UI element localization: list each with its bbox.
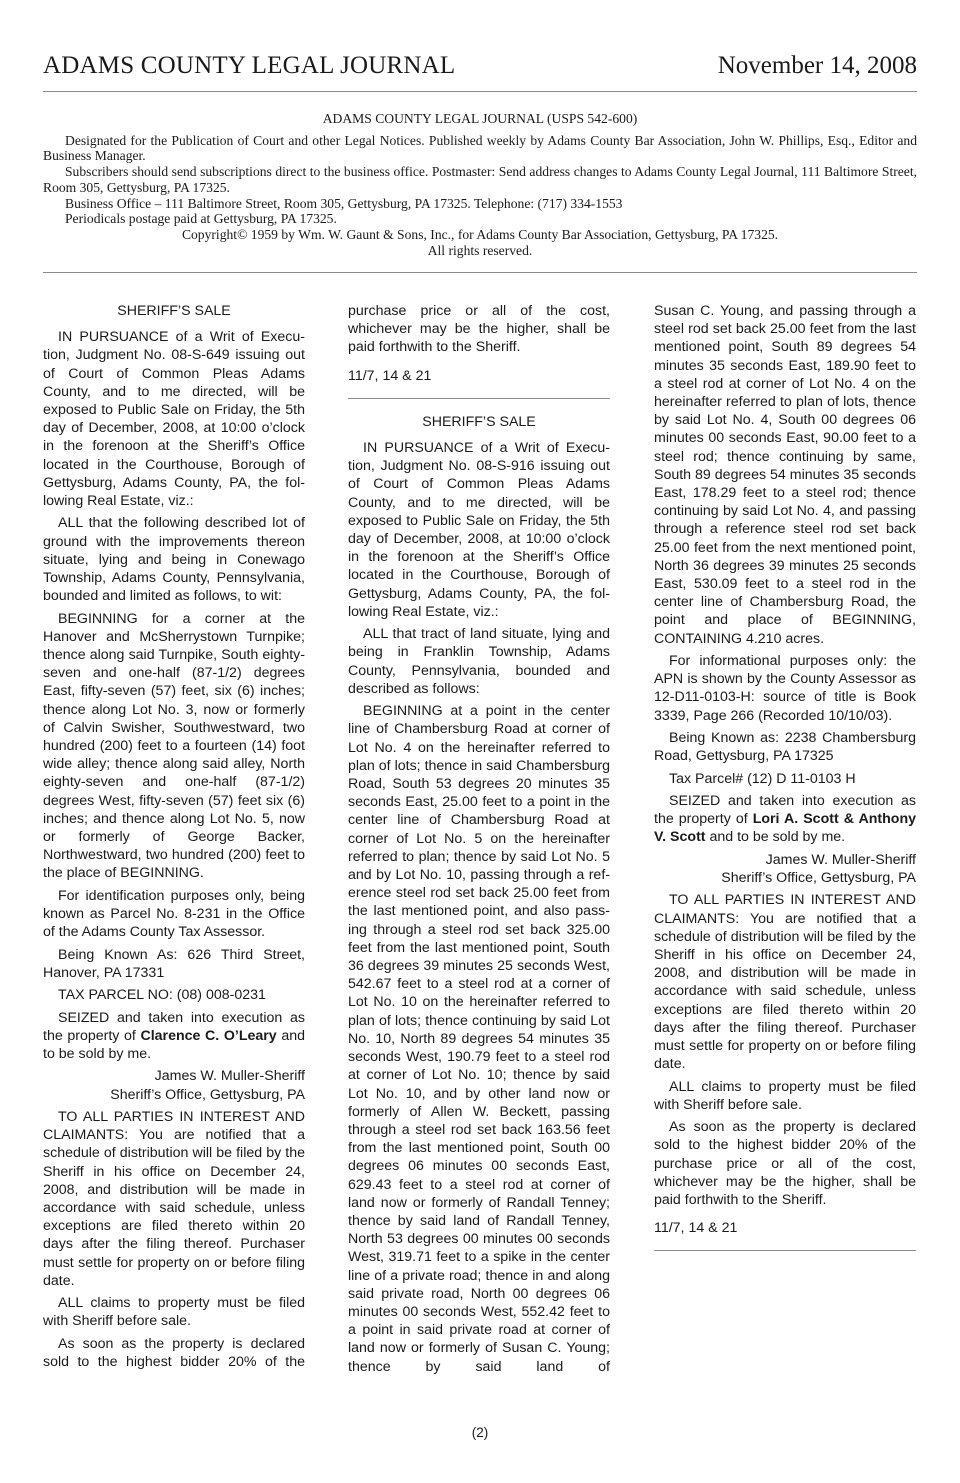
masthead-rights: All rights reserved.	[427, 242, 533, 258]
sale-seized	[654, 792, 916, 847]
column-1	[43, 302, 305, 1375]
seized-text-end: and to be sold by me.	[705, 829, 846, 846]
sale-identification: For identification purposes only, being known as Parcel No. 8-231 in the Office of the Adams County Tax Assessor.	[43, 887, 305, 941]
masthead-copyright: Copyright© 1959 by Wm. W. Gaunt & Sons, Inc., for Adams County Bar Association, Gettysburg, PA 17325.	[181, 226, 779, 242]
sale-title: SHERIFF’S SALE	[422, 413, 536, 430]
sale-property-description: ALL that tract of land situate, lying and being in Franklin Township, Adams County, Pennsylvania, bounded and described as follows:	[348, 626, 610, 697]
seized-text: SEIZED and taken into execution as the property of	[43, 1009, 305, 1044]
sale-pursuance: IN PURSUANCE of a Writ of Execution, Judgment No. 08-S-649 issuing out of Court of Common Pleas Adams County, and to me directed, will be exposed to Public Sale on Friday, the 5th day of December, 2008, at 10:00 o’clock in the forenoon at the Sheriff’s Office located in the Courthouse, Borough of Gettysburg, Adams County, PA, the following Real Estate, viz.:	[43, 329, 305, 510]
sale-beginning-continued: Susan C. Young, and passing through a steel rod set back 25.00 feet from the last mentioned point, South 89 degrees 54 minutes 35 seconds East, 189.90 feet to a steel rod at corner of Lot No. 4 on the hereinafter referred to plan of lots, thence by said Lot No. 4, South 00 degrees 06 minutes 00 seconds East, 90.00 feet to a steel rod; thence continuing by same, South 89 degrees 54 minutes 35 seconds East, 178.29 feet to a steel rod; thence continuing by said Lot No. 4, and passing through a reference steel rod set back 25.00 feet from the next mentioned point, North 36 degrees 39 minutes 25 seconds East, 530.09 feet to a steel rod in the center line of Chambersburg Road, the point and place of BEGINNING, CONTAINING 4.210 acres.	[654, 303, 916, 647]
masthead-subscribers: Subscribers should send subscriptions direct to the business office. Postmaster: Send address changes to Adams County Legal Journal, 111 Baltimore Street, Room 305, Gettysburg, PA 17325.	[43, 164, 917, 195]
publication-dates: 11/7, 14 & 21	[654, 1220, 738, 1237]
masthead-business-office: Business Office – 111 Baltimore Street, Room 305, Gettysburg, PA 17325. Telephone: (717) 334-1553	[65, 195, 623, 211]
running-header	[43, 52, 917, 92]
issue-date: November 14, 2008	[717, 52, 917, 79]
sale-to-all-parties: TO ALL PARTIES IN INTEREST AND CLAIMANTS: You are notified that a schedule of distribution will be filed by the Sheriff in his office on December 24, 2008, and distribution will be made in accordance with said schedule, unless exceptions are filed thereto within 20 days after the filing thereof. Purchaser must settle for property on or before filing date.	[654, 892, 916, 1073]
property-owner: Lori A. Scott & Anthony V. Scott	[654, 811, 916, 846]
sale-beginning-start: BEGINNING at a point in the center line of Chambersburg Road at corner of Lot No. 4 on the hereinafter referred to plan of lots; thence in said Chambersburg Road, South 53 degrees 20 minutes 35 seconds East, 25.00 feet to a point in the center line of Chambersburg Road at corner of Lot No. 5 on the hereinafter referred to plan; thence by said Lot No. 5 and by Lot No. 10, passing through a reference steel rod set back 25.00 feet from the last mentioned point, and also passing through a steel rod set back 325.00 feet from the last mentioned point, South 36 degrees 39 minutes 25 seconds West, 542.67 feet to a steel rod at a corner of Lot No. 10 on the hereinafter referred to plan of lots; thence continuing by said Lot No. 10, North 89 degrees 54 minutes 35 seconds West, 190.79 feet to a steel rod at corner of Lot No. 10; thence by said Lot No. 10, and by other land now or formerly of Allen W. Beckett, passing through a steel rod set back 163.56 feet from the last mentioned point, South 00 degrees 06 minutes 00 seconds East, 629.43 feet to a steel rod at corner of land now or formerly of Randall Tenney; thence by said land of Randall Tenney, North 53 degrees 00 minutes 00 seconds West, 319.71 feet to a spike in the center line of a private road; thence in and along said private road, North 00 degrees 06 minutes 00 seconds West, 552.42 feet to a point in said private road at corner of land now or formerly of Susan C. Young; thence by said land of	[348, 703, 610, 1375]
sheriff-office: Sheriff’s Office, Gettysburg, PA	[721, 870, 916, 887]
notice-separator	[654, 1250, 916, 1251]
masthead-periodicals: Periodicals postage paid at Gettysburg, PA 17325.	[65, 211, 337, 227]
sale-tax-parcel: TAX PARCEL NO: (08) 008-0231	[58, 987, 266, 1004]
sale-beginning: BEGINNING for a corner at the Hanover and McSherrystown Turnpike; thence along said Turnpike, South eighty-seven and one-half (87-1/2) degrees East, fifty-seven (57) feet, six (6) inches; thence along Lot No. 3, now or formerly of Calvin Swisher, Southwestward, two hundred (200) feet to a fourteen (14) foot wide alley; thence along said alley, North eighty-seven and one-half (87-1/2) degrees West, fifty-seven (57) feet six (6) inches; and thence along Lot No. 5, now or formerly of George Backer, Northwestward, two hundred (200) feet to the place of BEGINNING.	[43, 610, 305, 882]
sale-seized	[43, 1009, 305, 1064]
property-owner: Clarence C. O’Leary	[140, 1027, 277, 1044]
column-2	[348, 302, 610, 1380]
sale-all-claims: ALL claims to property must be filed with Sheriff before sale.	[43, 1295, 305, 1330]
sale-known-as: Being Known As: 626 Third Street, Hanover, PA 17331	[43, 946, 305, 981]
sale-as-soon-continued: purchase price or all of the cost, whichever may be the higher, shall be paid forthwith to the Sheriff.	[348, 303, 610, 356]
masthead-designated: Designated for the Publication of Court and other Legal Notices. Published weekly by Adams County Bar Association, John W. Phillips, Esq., Editor and Business Manager.	[43, 132, 917, 164]
sale-tax-parcel: Tax Parcel# (12) D 11-0103 H	[669, 770, 856, 787]
sale-as-soon: As soon as the property is declared sold to the highest bidder 20% of the purchase price or all of the cost, whichever may be the higher, shall be paid forthwith to the Sheriff.	[654, 1119, 916, 1209]
page-number: (2)	[471, 1425, 489, 1440]
notice-separator	[348, 398, 610, 399]
masthead	[43, 111, 917, 258]
sale-pursuance: IN PURSUANCE of a Writ of Execution, Judgment No. 08-S-916 issuing out of Court of Common Pleas Adams County, and to me directed, will be exposed to Public Sale on Friday, the 5th day of December, 2008, at 10:00 o’clock in the forenoon at the Sheriff’s Office located in the Courthouse, Borough of Gettysburg, Adams County, PA, the following Real Estate, viz.:	[348, 440, 610, 620]
seized-text-end: and to be sold by me.	[43, 1027, 305, 1063]
masthead-usps-line: ADAMS COUNTY LEGAL JOURNAL (USPS 542-600)	[322, 111, 638, 126]
column-3	[654, 302, 916, 1265]
sale-known-as: Being Known as: 2238 Chambersburg Road, Gettysburg, PA 17325	[654, 730, 916, 765]
sale-title: SHERIFF’S SALE	[117, 303, 231, 319]
header-rule	[43, 91, 917, 92]
sale-property-description: ALL that the following described lot of ground with the improvements thereon situate, lying and being in Conewago Township, Adams County, Pennsylvania, bounded and limited as follows, to wit:	[43, 515, 305, 605]
masthead-rule	[43, 272, 917, 273]
sheriff-name: James W. Muller-Sheriff	[765, 851, 916, 868]
sheriff-office: Sheriff’s Office, Gettysburg, PA	[110, 1086, 305, 1103]
sale-as-soon-start: As soon as the property is declared sold to the highest bidder 20% of the	[43, 1335, 305, 1371]
sale-informational: For informational purposes only: the APN is shown by the County Assessor as 12-D11-0103-H: source of title is Book 3339, Page 266 (Recorded 10/10/03).	[654, 653, 916, 724]
sheriff-name: James W. Muller-Sheriff	[154, 1068, 305, 1085]
seized-text: SEIZED and taken into execution as the property of	[654, 793, 916, 828]
publication-dates: 11/7, 14 & 21	[348, 367, 432, 384]
sale-all-claims: ALL claims to property must be filed with Sheriff before sale.	[654, 1078, 916, 1113]
journal-title: ADAMS COUNTY LEGAL JOURNAL	[43, 52, 456, 79]
sale-to-all-parties: TO ALL PARTIES IN INTEREST AND CLAIMANTS: You are notified that a schedule of distribution will be filed by the Sheriff in his office on December 24, 2008, and distribution will be made in accordance with said schedule, unless exceptions are filed thereto within 20 days after the filing thereof. Purchaser must settle for property on or before filing date.	[43, 1109, 305, 1289]
